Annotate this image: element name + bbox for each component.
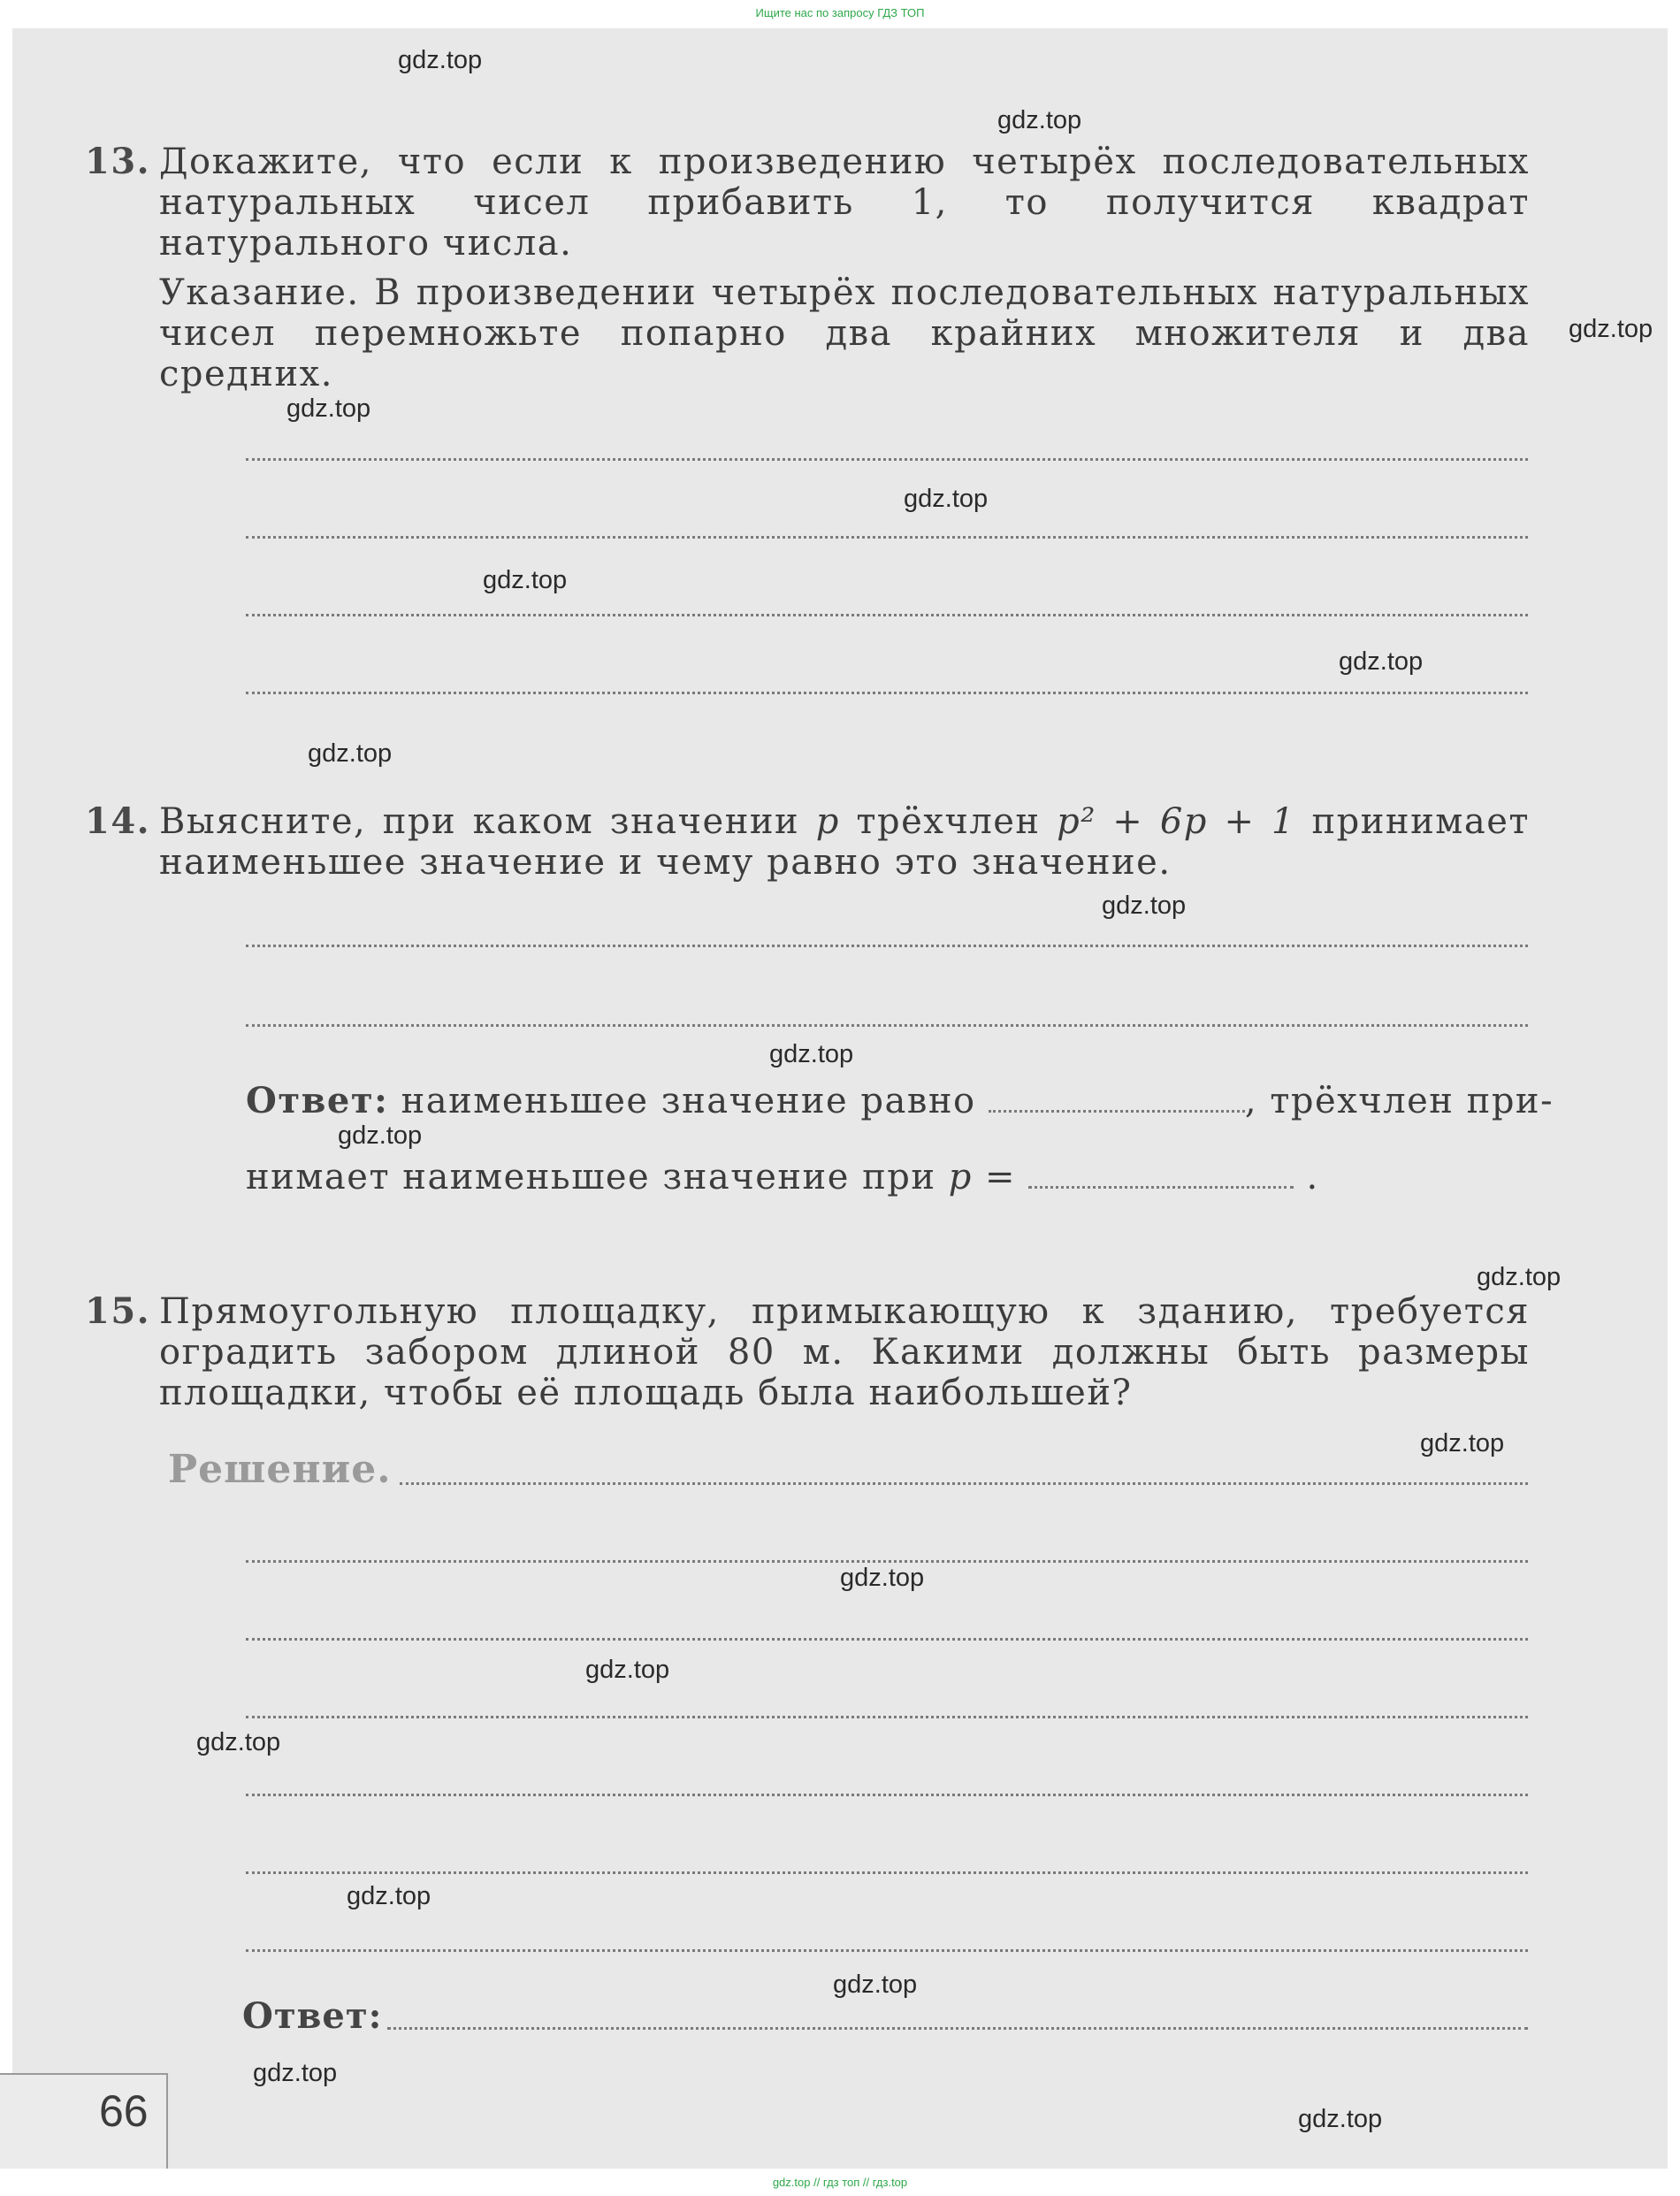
- watermark: gdz.top: [1420, 1429, 1505, 1458]
- watermark: gdz.top: [483, 566, 568, 594]
- watermark: gdz.top: [1298, 2105, 1383, 2133]
- answer-label: Ответ:: [242, 1995, 383, 2037]
- watermark: gdz.top: [308, 739, 393, 768]
- answer-line: [246, 692, 1528, 694]
- watermark: gdz.top: [840, 1564, 925, 1592]
- task-text: Прямоугольную площадку, примыкающую к зданию, требуется оградить забором длиной 80 м. Какими должны быть размеры площадки, чтобы её площадь была наибольшей?: [159, 1291, 1530, 1413]
- watermark: gdz.top: [253, 2059, 338, 2087]
- watermark: gdz.top: [833, 1970, 918, 1999]
- answer-line: [246, 1024, 1528, 1027]
- answer-blank: [1028, 1186, 1294, 1189]
- task-14-answer-line-1: Ответ: наименьшее значение равно , трёхчлен при-: [246, 1080, 1554, 1121]
- top-banner: Ищите нас по запросу ГДЗ ТОП: [755, 6, 925, 19]
- watermark: gdz.top: [1339, 647, 1424, 676]
- watermark: gdz.top: [997, 106, 1082, 134]
- watermark: gdz.top: [769, 1040, 854, 1068]
- answer-line: [246, 458, 1528, 461]
- page-number: 66: [99, 2086, 149, 2136]
- watermark: gdz.top: [1569, 315, 1653, 343]
- watermark: gdz.top: [196, 1728, 281, 1756]
- answer-line: [246, 1871, 1528, 1874]
- answer-line: [246, 1949, 1528, 1952]
- task-14-answer-line-2: нимает наименьшее значение при p = .: [246, 1157, 1319, 1197]
- answer-line: [246, 1794, 1528, 1796]
- task-text: Докажите, что если к произведению четырёх последовательных натуральных чисел прибавить 1, то получится квадрат натурального числа.: [159, 142, 1530, 264]
- watermark: gdz.top: [338, 1121, 423, 1150]
- answer-line: [400, 1482, 1528, 1485]
- answer-line: [246, 1638, 1528, 1641]
- task-number: 14.: [85, 800, 151, 842]
- answer-line: [246, 614, 1528, 616]
- task-15: [85, 1290, 1530, 1413]
- bottom-banner: gdz.top // гдз топ // гдз.top: [772, 2176, 908, 2189]
- task-hint: Указание. В произведении четырёх последовательных натуральных чисел перемножьте попарно два крайних множителя и два средних.: [159, 272, 1530, 394]
- task-13: [85, 141, 1530, 394]
- task-text: Выясните, при каком значении p трёхчлен p² + 6p + 1 принимает наименьшее значение и чему равно это значение.: [159, 801, 1531, 883]
- answer-line: [246, 536, 1528, 539]
- watermark: gdz.top: [904, 485, 989, 513]
- watermark: gdz.top: [398, 46, 483, 74]
- watermark: gdz.top: [585, 1656, 670, 1684]
- variable-p: p: [815, 801, 840, 842]
- task-number: 13.: [85, 141, 151, 182]
- watermark: gdz.top: [1102, 891, 1187, 920]
- answer-label: Ответ:: [246, 1080, 389, 1121]
- task-14: [85, 800, 1531, 883]
- answer-line: [387, 2027, 1528, 2030]
- solution-label: Решение.: [168, 1447, 392, 1492]
- watermark: gdz.top: [1477, 1263, 1562, 1291]
- watermark: gdz.top: [347, 1882, 431, 1910]
- answer-blank: [989, 1110, 1245, 1113]
- answer-line: [246, 1560, 1528, 1563]
- answer-line: [246, 945, 1528, 947]
- trinomial: p² + 6p + 1: [1057, 801, 1295, 842]
- answer-line: [246, 1716, 1528, 1718]
- task-number: 15.: [85, 1290, 151, 1332]
- watermark: gdz.top: [286, 394, 371, 423]
